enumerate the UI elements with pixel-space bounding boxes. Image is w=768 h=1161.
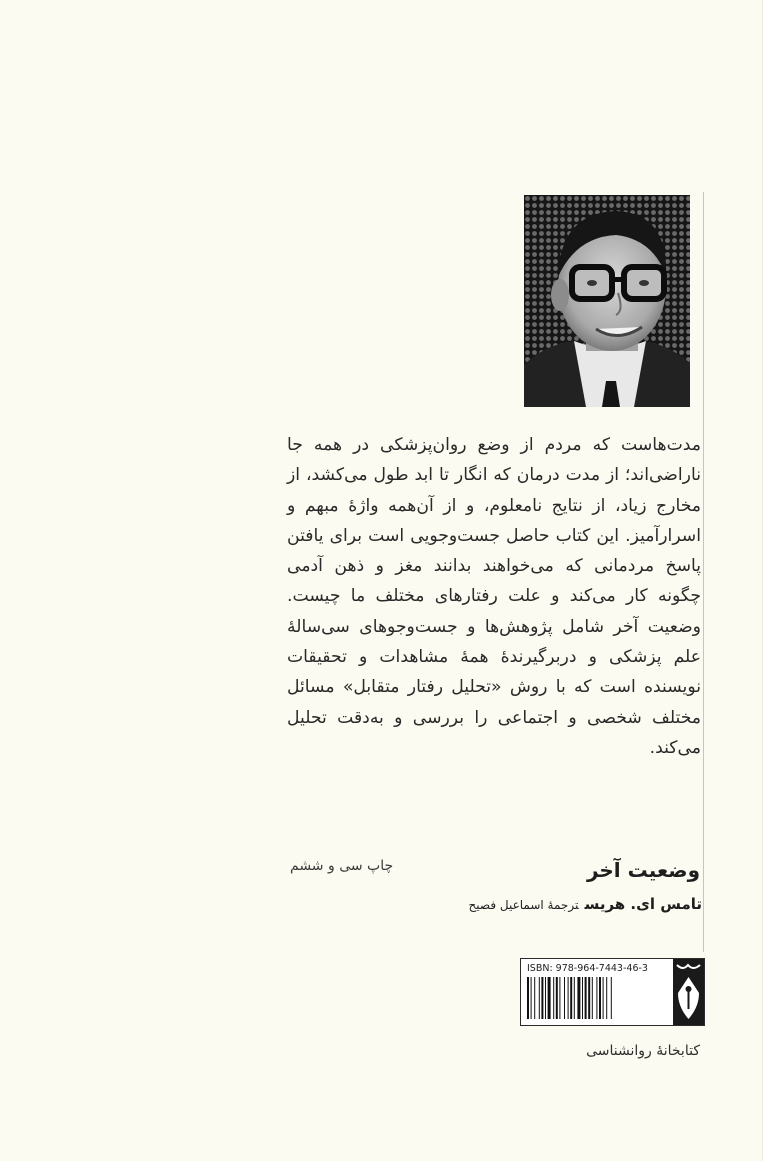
translator-credit: ترجمهٔ اسماعیل فصیح xyxy=(468,898,579,912)
barcode xyxy=(527,977,663,1019)
isbn-text: ISBN: 978-964-7443-46-3 xyxy=(527,963,648,974)
barcode-box xyxy=(520,958,705,1026)
book-title: وضعیت آخر xyxy=(586,858,700,882)
vertical-rule xyxy=(703,192,704,952)
credits-line xyxy=(430,894,702,913)
author-photo xyxy=(524,195,690,407)
pen-nib-logo xyxy=(673,959,704,1025)
edition-label: چاپ سی و ششم xyxy=(290,858,394,874)
book-description: مدت‌هاست که مردم از وضع روان‌پزشکی در همه جا ناراضی‌اند؛ از مدت درمان که انگار تا ابد طول می‌کشد، از مخارج زیاد، از نتایج نامعلوم، و از آن‌همه واژهٔ مبهم و اسرارآمیز. این کتاب حاصل جست‌وجویی است برای یافتن پاسخ مردمانی که می‌خواهند بدانند مغز و ذهن آدمی چگونه کار می‌کند و علت رفتارهای مختلف ما چیست. وضعیت آخر شامل پژوهش‌ها و جست‌وجوهای سی‌سالهٔ علم پزشکی و دربرگیرندهٔ همهٔ مشاهدات و تحقیقات نویسنده است که با روش «تحلیل رفتار متقابل» مسائل مختلف شخصی و اجتماعی را بررسی و به‌دقت تحلیل می‌کند. xyxy=(287,435,701,758)
author-name: تامس ای. هریس xyxy=(584,895,702,913)
series-name: کتابخانهٔ روانشناسی xyxy=(586,1043,700,1059)
